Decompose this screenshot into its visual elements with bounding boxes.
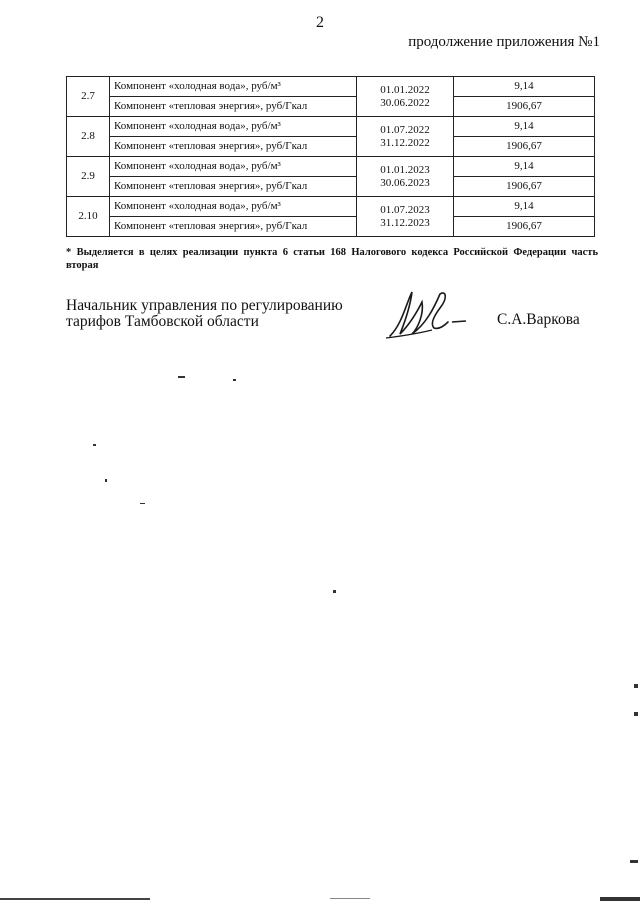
- scan-speck: [233, 379, 236, 381]
- scan-bottom-edge: [0, 896, 640, 902]
- scan-speck: [333, 590, 336, 593]
- period-cell: [357, 77, 454, 117]
- component-name: Компонент «тепловая энергия», руб/Гкал: [110, 177, 357, 197]
- table-row: [67, 177, 595, 197]
- signatory-position-line2: тарифов Тамбовской области: [66, 313, 259, 330]
- table-row: [67, 117, 595, 137]
- tariff-value: 9,14: [454, 77, 595, 97]
- appendix-label: продолжение приложения №1: [408, 34, 600, 50]
- tariff-value: 9,14: [454, 117, 595, 137]
- row-number: 2.7: [67, 77, 110, 117]
- scan-speck: [93, 444, 96, 446]
- signatory-position: [66, 298, 343, 330]
- component-name: Компонент «холодная вода», руб/м³: [110, 157, 357, 177]
- tariff-value: 9,14: [454, 157, 595, 177]
- footnote: * Выделяется в целях реализации пункта 6 статьи 168 Налогового кодекса Российской Федерации часть вторая: [66, 247, 598, 271]
- component-name: Компонент «холодная вода», руб/м³: [110, 197, 357, 217]
- tariff-value: 1906,67: [454, 177, 595, 197]
- table-row: [67, 217, 595, 237]
- period-start: 01.01.2022: [380, 83, 430, 96]
- page-number: 2: [316, 14, 324, 31]
- row-number: 2.10: [67, 197, 110, 237]
- signatory-position-line1: Начальник управления по регулированию: [66, 297, 343, 314]
- table-row: [67, 137, 595, 157]
- component-name: Компонент «холодная вода», руб/м³: [110, 77, 357, 97]
- row-number: 2.9: [67, 157, 110, 197]
- scan-speck: [178, 376, 185, 378]
- tariff-value: 1906,67: [454, 217, 595, 237]
- period-start: 01.01.2023: [380, 163, 430, 176]
- period-end: 31.12.2022: [380, 136, 430, 149]
- period-cell: [357, 157, 454, 197]
- tariff-value: 1906,67: [454, 137, 595, 157]
- tariff-value: 1906,67: [454, 97, 595, 117]
- component-name: Компонент «тепловая энергия», руб/Гкал: [110, 97, 357, 117]
- scan-speck: [634, 712, 638, 716]
- signatory-name: С.А.Варкова: [497, 311, 580, 328]
- period-end: 31.12.2023: [380, 216, 430, 229]
- table-row: [67, 197, 595, 217]
- component-name: Компонент «холодная вода», руб/м³: [110, 117, 357, 137]
- scan-speck: [140, 503, 145, 504]
- handwritten-signature: [382, 284, 472, 344]
- period-end: 30.06.2023: [380, 176, 430, 189]
- period-cell: [357, 197, 454, 237]
- tariff-table: [66, 76, 595, 237]
- scan-speck: [634, 684, 638, 688]
- table-row: [67, 157, 595, 177]
- row-number: 2.8: [67, 117, 110, 157]
- component-name: Компонент «тепловая энергия», руб/Гкал: [110, 137, 357, 157]
- period-start: 01.07.2022: [380, 123, 430, 136]
- period-end: 30.06.2022: [380, 96, 430, 109]
- scan-speck: [105, 479, 107, 482]
- table-row: [67, 77, 595, 97]
- table-row: [67, 97, 595, 117]
- scan-speck: [630, 860, 638, 863]
- period-start: 01.07.2023: [380, 203, 430, 216]
- period-cell: [357, 117, 454, 157]
- tariff-value: 9,14: [454, 197, 595, 217]
- component-name: Компонент «тепловая энергия», руб/Гкал: [110, 217, 357, 237]
